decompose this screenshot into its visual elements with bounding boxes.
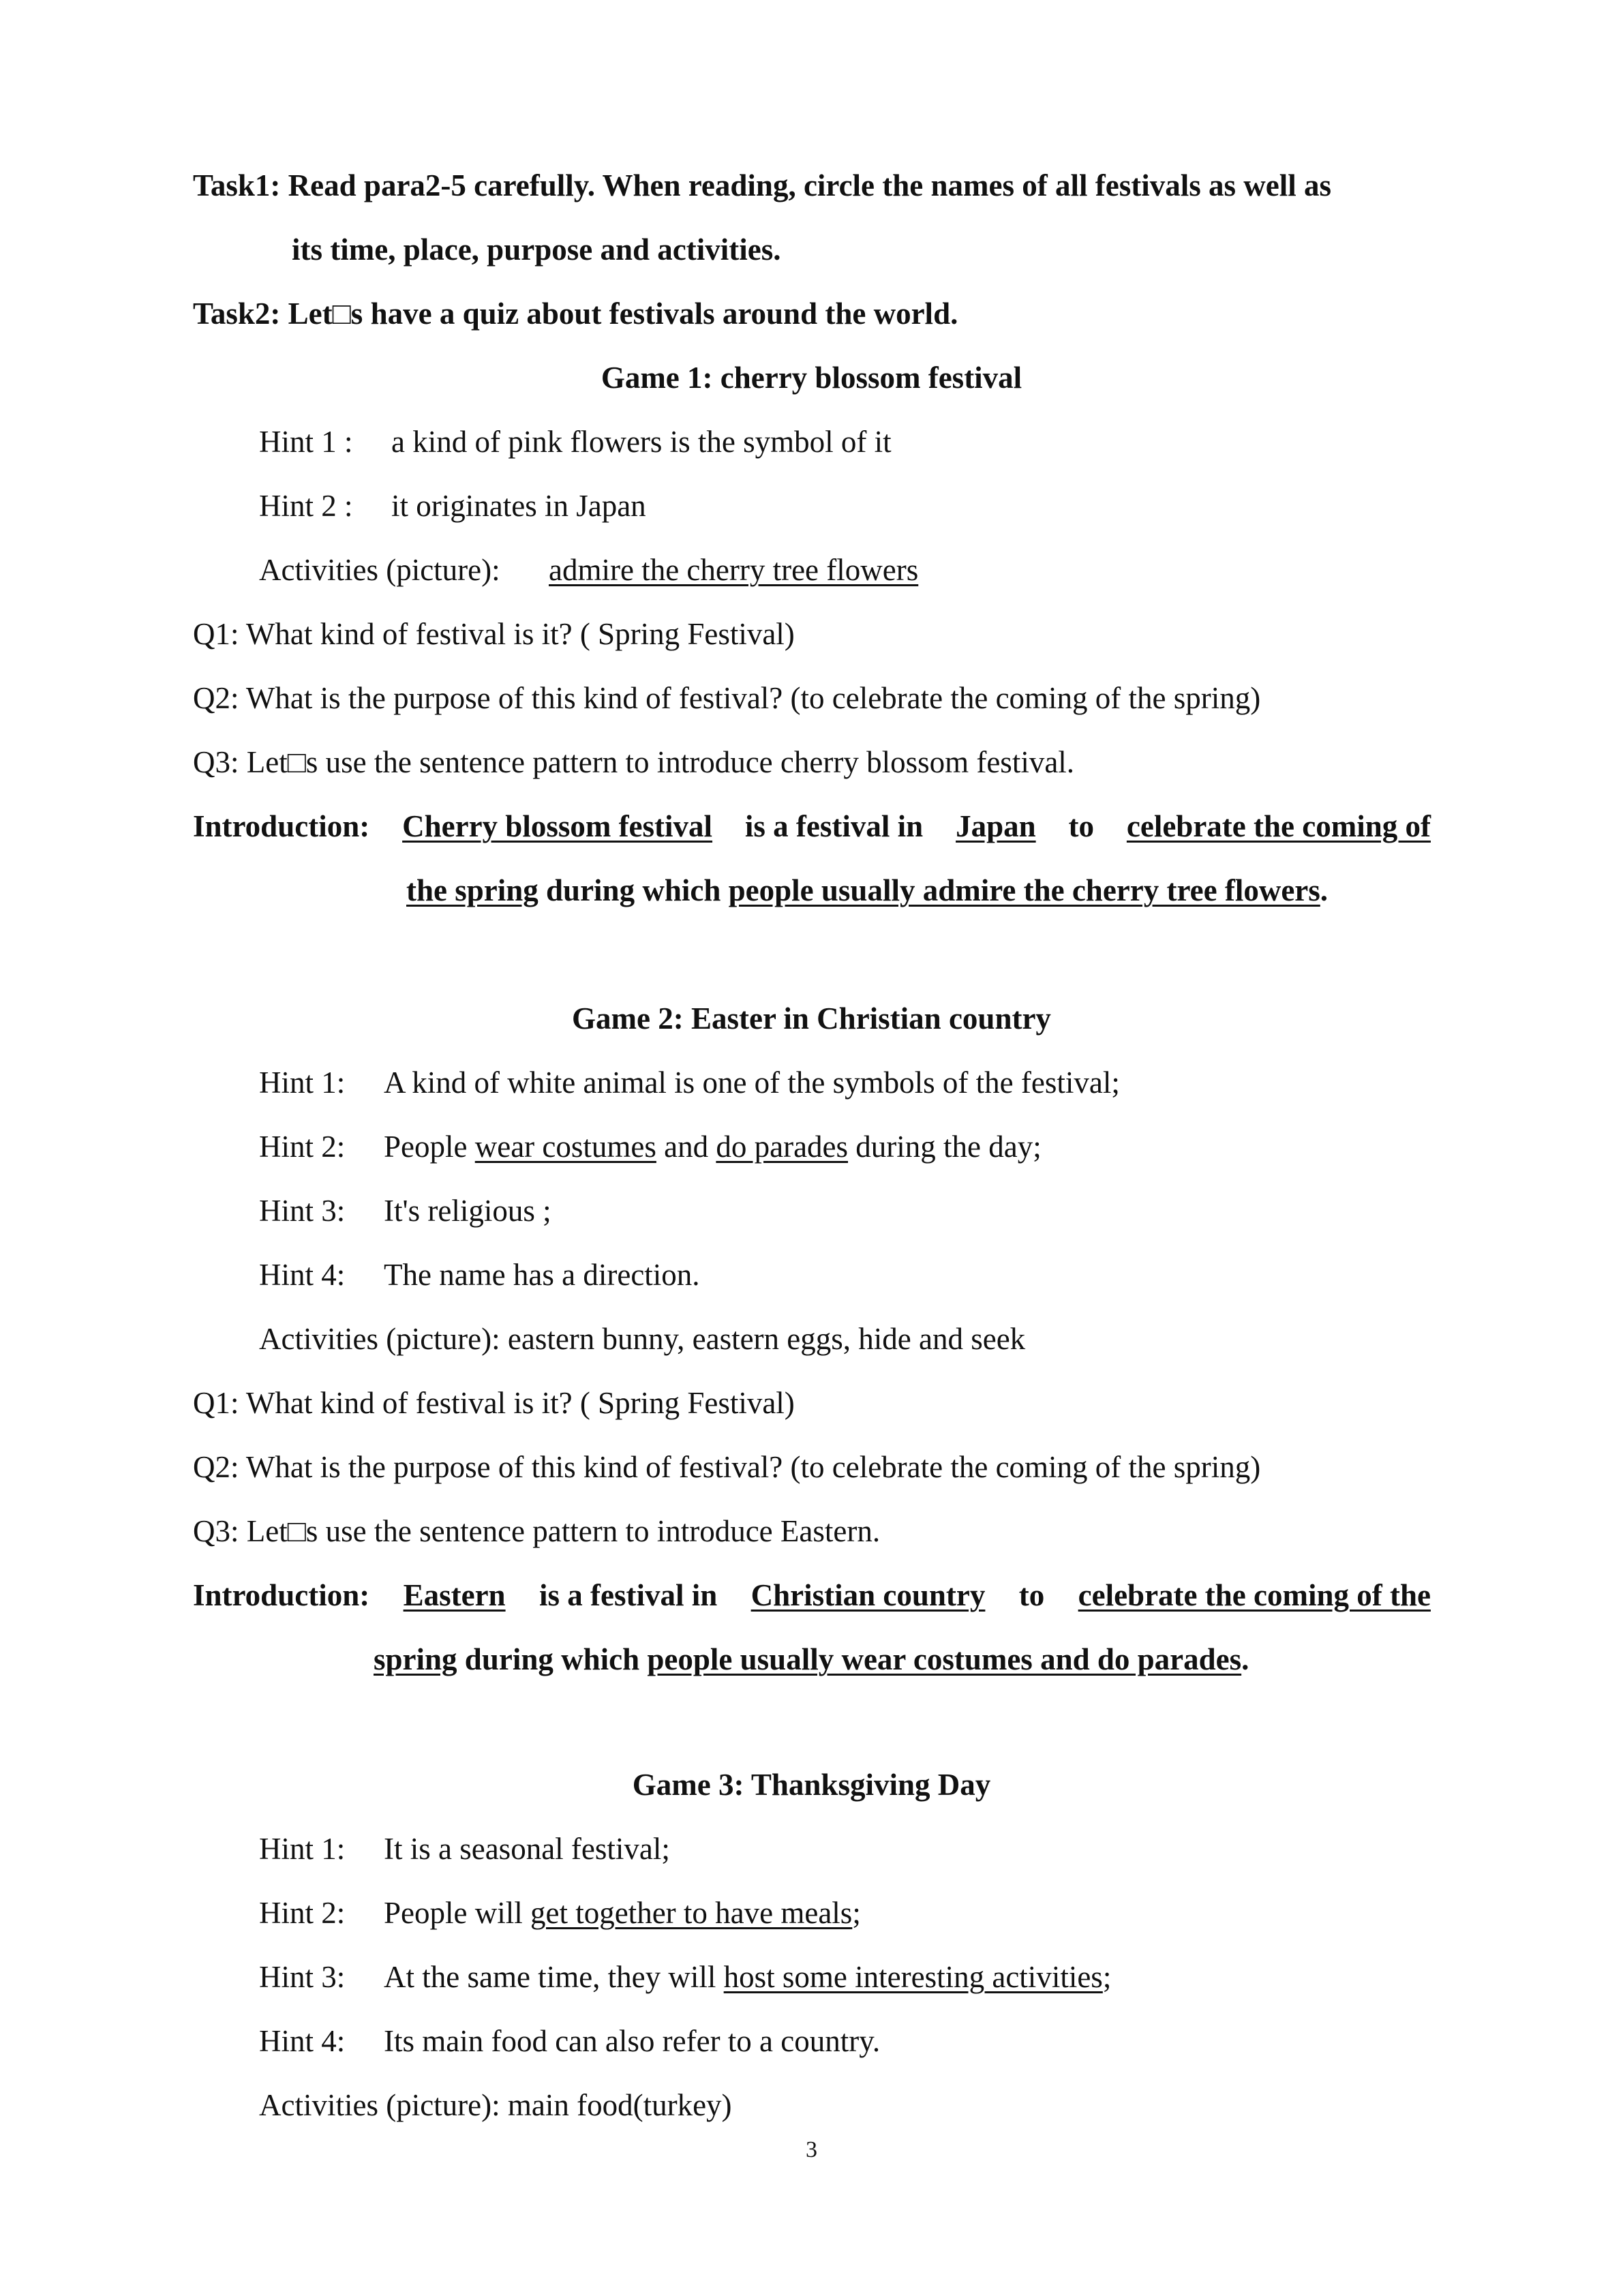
game3-hint3-post: ; [1102, 1960, 1112, 1994]
game3-hint3-label: Hint 3: [259, 1960, 346, 1994]
game2-hint4 [259, 1260, 700, 1290]
game1-hint1-text: a kind of pink flowers is the symbol of it [391, 425, 892, 459]
game1-intro-name: Cherry blossom festival [402, 809, 713, 843]
game2-hint4-text: The name has a direction. [384, 1258, 700, 1292]
game2-intro-activity: people usually wear costumes and do parades [647, 1642, 1242, 1676]
game1-activities-label: Activities (picture): [259, 553, 500, 587]
game1-intro-activity: people usually admire the cherry tree flowers [728, 873, 1320, 907]
game3-hint2-label: Hint 2: [259, 1896, 346, 1930]
game2-intro-name: Eastern [403, 1578, 506, 1612]
task1-line2: its time, place, purpose and activities. [292, 232, 781, 267]
game2-hint2-u1: wear costumes [474, 1130, 656, 1164]
game2-intro-purpose-cont: spring [374, 1642, 457, 1676]
game2-hint1-text: A kind of white animal is one of the symbols of the festival; [384, 1066, 1120, 1100]
game1-intro-during: during which [546, 873, 721, 907]
game2-title: Game 2: Easter in Christian country [572, 1001, 1051, 1036]
game2-hint2-u2: do parades [716, 1130, 849, 1164]
game1-q2: Q2: What is the purpose of this kind of festival? (to celebrate the coming of the spring) [193, 681, 1261, 715]
game1-hint2-text: it originates in Japan [391, 489, 646, 523]
game3-title: Game 3: Thanksgiving Day [632, 1768, 991, 1802]
game2-hint2-label: Hint 2: [259, 1130, 346, 1164]
game2-intro-line2 [374, 1644, 1249, 1675]
game3-hint2-pre: People will [384, 1896, 523, 1930]
game1-hint2-label: Hint 2 : [259, 489, 353, 523]
game2-hint2 [259, 1132, 1042, 1162]
game2-hint3-text: It's religious ; [384, 1194, 551, 1228]
game1-intro-purpose: celebrate the coming of [1126, 809, 1431, 843]
task1-line1 [193, 170, 1431, 201]
game2-hint4-label: Hint 4: [259, 1258, 346, 1292]
game3-hint3-pre: At the same time, they will [384, 1960, 716, 1994]
game1-title: Game 1: cherry blossom festival [601, 361, 1022, 395]
game3-hint1 [259, 1834, 670, 1864]
game2-intro-is-a: is a festival in [539, 1578, 718, 1612]
game2-hint2-mid: and [664, 1130, 709, 1164]
game1-intro-label: Introduction: [193, 809, 370, 843]
game3-hint2 [259, 1898, 861, 1929]
game2-hint1-label: Hint 1: [259, 1066, 346, 1100]
task2-line: Task2: Let□s have a quiz about festivals around the world. [193, 297, 958, 331]
game1-q1: Q1: What kind of festival is it? ( Spring Festival) [193, 617, 795, 651]
game3-hint3 [259, 1962, 1111, 1993]
game1-intro-place: Japan [956, 809, 1036, 843]
game2-q2: Q2: What is the purpose of this kind of festival? (to celebrate the coming of the spring) [193, 1450, 1261, 1484]
game2-hint1 [259, 1068, 1120, 1098]
game2-intro-purpose: celebrate the coming of the [1078, 1578, 1431, 1612]
game1-intro-end: . [1320, 873, 1329, 907]
game2-q1: Q1: What kind of festival is it? ( Spring Festival) [193, 1386, 795, 1420]
game3-activities: Activities (picture): main food(turkey) [259, 2088, 732, 2122]
game3-hint2-u: get together to have meals [530, 1896, 853, 1930]
game1-activities [259, 555, 918, 586]
game2-intro-end: . [1241, 1642, 1249, 1676]
game2-hint2-pre: People [384, 1130, 468, 1164]
game1-hint1-label: Hint 1 : [259, 425, 353, 459]
game3-hint4-text: Its main food can also refer to a country. [384, 2024, 881, 2058]
task1-text-line1: Task1: Read para2-5 carefully. When reading, circle the names of all festivals as well as [193, 168, 1331, 202]
game2-hint2-post: during the day; [855, 1130, 1042, 1164]
game1-hint1 [259, 427, 892, 457]
game1-intro-purpose-cont: the spring [406, 873, 539, 907]
game3-hint4 [259, 2026, 880, 2057]
game2-intro-to: to [1018, 1578, 1045, 1612]
game1-intro-to: to [1068, 809, 1094, 843]
game2-intro-place: Christian country [750, 1578, 986, 1612]
game3-hint3-u: host some interesting activities [723, 1960, 1103, 1994]
game3-hint1-label: Hint 1: [259, 1832, 346, 1866]
game2-hint3-label: Hint 3: [259, 1194, 346, 1228]
game2-q3: Q3: Let□s use the sentence pattern to introduce Eastern. [193, 1514, 881, 1548]
game2-hint3 [259, 1196, 551, 1226]
game1-hint2 [259, 491, 646, 522]
game1-intro-line2 [406, 875, 1328, 906]
game2-intro-line1 [193, 1580, 1431, 1611]
game3-hint2-post: ; [852, 1896, 861, 1930]
game3-hint4-label: Hint 4: [259, 2024, 346, 2058]
game1-q3: Q3: Let□s use the sentence pattern to introduce cherry blossom festival. [193, 745, 1075, 779]
game1-intro-is-a: is a festival in [744, 809, 924, 843]
game1-intro-line1 [193, 811, 1431, 842]
game2-intro-during: during which [464, 1642, 640, 1676]
page-number: 3 [806, 2137, 817, 2162]
game1-activities-text: admire the cherry tree flowers [549, 553, 919, 587]
game2-intro-label: Introduction: [193, 1578, 370, 1612]
game2-activities: Activities (picture): eastern bunny, eastern eggs, hide and seek [259, 1322, 1026, 1356]
game3-hint1-text: It is a seasonal festival; [384, 1832, 670, 1866]
